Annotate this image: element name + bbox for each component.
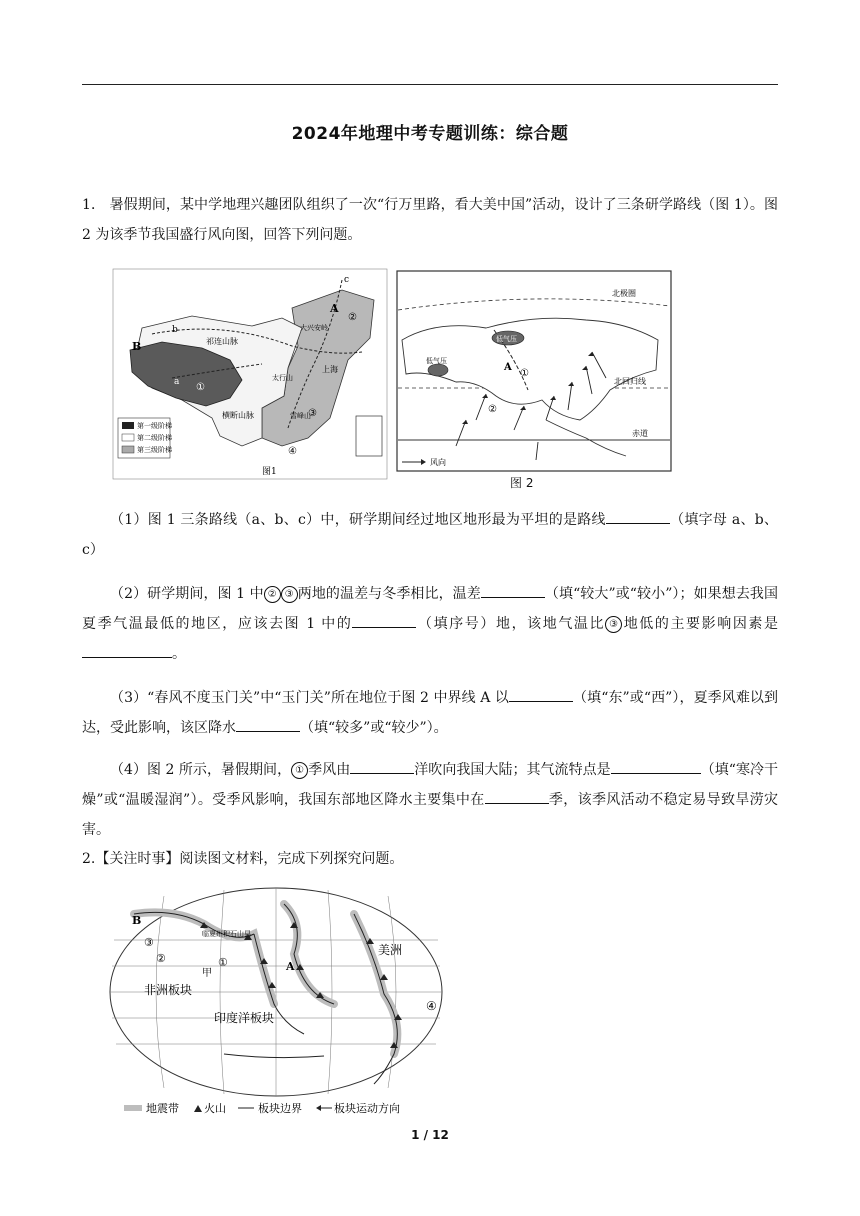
- label-1: ①: [218, 956, 228, 969]
- figure-2-caption: 图 2: [510, 476, 534, 490]
- legend-step-2: 第二级阶梯: [137, 434, 172, 442]
- route-label-a: a: [174, 377, 180, 387]
- figure-1-caption: 图1: [262, 467, 277, 477]
- figure-1-china-terrain-map: [112, 268, 388, 480]
- question-1-part-4: （4）图 2 所示，暑假期间， ① 季风由 洋吹向我国大陆；其气流特点是 （填“寒冷干燥”或“温暖湿润”）。受季风影响，我国东部地区降水主要集中在 季，该季风活动不稳定易导致旱涝灾害。: [82, 755, 778, 845]
- label-2: ②: [156, 952, 166, 965]
- legend-plate-boundary: 板块边界: [258, 1102, 302, 1115]
- question-1-part-2: （2）研学期间，图 1 中 ② ③ 两地的温差与冬季相比，温差 （填“较大”或“较小”）；如果想去我国夏季气温最低的地区，应该去图 1 中的 （填序号）地，该地气温比 ③ 地低的主要影响因素是。: [82, 579, 778, 669]
- label-tropic: 北回归线: [614, 377, 646, 386]
- legend-wind-direction: 风向: [430, 458, 446, 467]
- page-number: 1 / 12: [411, 1128, 449, 1142]
- point-4: ④: [288, 446, 297, 457]
- legend-seismic-belt: 地震带: [146, 1102, 179, 1115]
- legend-plate-motion: 板块运动方向: [334, 1102, 400, 1115]
- label-african-plate: 非洲板块: [144, 983, 193, 997]
- figure-2-wind-map: [396, 270, 672, 472]
- header-rule: [82, 84, 778, 85]
- label-shanghai: 上海: [322, 365, 338, 374]
- figure-3-plate-tectonics-map: [104, 884, 454, 1118]
- label-arctic-circle: 北极圈: [612, 289, 636, 298]
- label-taihang: 太行山: [272, 374, 293, 382]
- label-jia: 甲: [202, 968, 212, 979]
- route-label-b: b: [172, 325, 178, 335]
- label-B: B: [132, 914, 142, 927]
- page-title: 2024年地理中考专题训练：综合题: [291, 124, 569, 144]
- label-daxinganling: 大兴安岭: [300, 324, 328, 332]
- answer-blank[interactable]: [509, 687, 573, 702]
- answer-blank[interactable]: [352, 613, 416, 628]
- answer-blank[interactable]: [606, 509, 670, 524]
- label-america: 美洲: [378, 943, 403, 957]
- point-1: ①: [196, 382, 205, 393]
- answer-blank[interactable]: [611, 759, 701, 774]
- point-2: ②: [348, 312, 357, 323]
- question-1-part-1: （1）图 1 三条路线（a、b、c）中，研学期间经过地区地形最为平坦的是路线 （填字母 a、b、c）: [82, 505, 778, 565]
- answer-blank[interactable]: [485, 789, 549, 804]
- label-xuefeng: 雪峰山: [290, 412, 311, 420]
- question-1-stem: 1． 暑假期间，某中学地理兴趣团队组织了一次“行万里路，看大美中国”活动，设计了三条研学路线（图 1）。图 2 为该季节我国盛行风向图，回答下列问题。: [82, 197, 778, 243]
- label-hengduan: 横断山脉: [222, 411, 254, 420]
- label-monsoon-1: ①: [520, 368, 529, 379]
- line-label-A: A: [330, 302, 339, 315]
- label-3: ③: [144, 936, 154, 949]
- point-3: ③: [308, 408, 317, 419]
- legend-volcano: 火山: [204, 1102, 226, 1115]
- label-A: A: [286, 960, 295, 973]
- label-plate-4: ④: [426, 999, 437, 1013]
- question-1-part-3: （3）“春风不度玉门关”中“玉门关”所在地位于图 2 中界线 A 以 （填“东”或“西”），夏季风难以到达，受此影响，该区降水 （填“较多”或“较少”）。: [82, 683, 778, 743]
- answer-blank[interactable]: [481, 583, 545, 598]
- route-label-c: c: [344, 275, 350, 285]
- question-2-stem: 2.【关注时事】阅读图文材料，完成下列探究问题。: [82, 851, 404, 867]
- legend-step-1: 第一级阶梯: [137, 422, 172, 430]
- label-low-pressure-2: 低气压: [426, 357, 447, 365]
- label-indian-plate: 印度洋板块: [214, 1011, 275, 1025]
- line-label-B: B: [132, 340, 142, 353]
- label-jishishan: 临夏州积石山县: [202, 930, 251, 938]
- answer-blank[interactable]: [236, 717, 300, 732]
- label-qilian: 祁连山脉: [206, 337, 238, 346]
- label-low-pressure-1: 低气压: [496, 335, 517, 343]
- legend-step-3: 第三级阶梯: [137, 446, 172, 454]
- answer-blank[interactable]: [350, 759, 414, 774]
- label-line-A: A: [504, 362, 512, 373]
- label-monsoon-2: ②: [488, 404, 497, 415]
- label-equator: 赤道: [632, 429, 648, 438]
- answer-blank[interactable]: [82, 643, 172, 658]
